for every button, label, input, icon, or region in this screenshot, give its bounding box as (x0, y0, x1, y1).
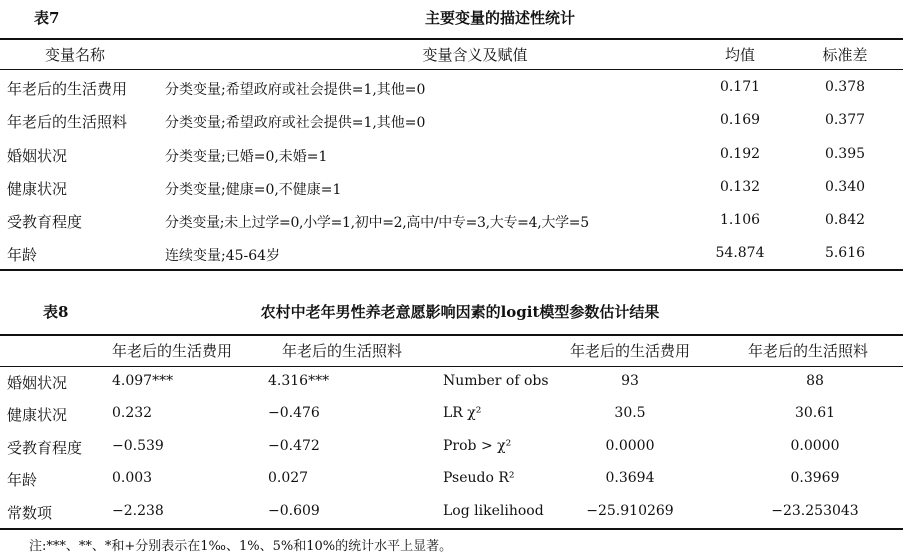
row-stat1: 0.0000 (605, 438, 655, 454)
row-name: 年老后的生活照料 (7, 113, 128, 131)
row-stat1: −25.910269 (586, 503, 674, 519)
row-stat: Log likelihood (443, 503, 544, 519)
row-sd: 0.340 (824, 179, 866, 195)
row-coef1: 0.232 (112, 405, 153, 421)
row-sd: 0.378 (824, 79, 866, 95)
row-stat2: −23.253043 (771, 503, 859, 519)
row-coef1: 4.097*** (112, 373, 174, 389)
table7-title: 主要变量的描述性统计 (424, 9, 575, 27)
table7-header-sd: 标准差 (822, 46, 868, 64)
row-mean: 0.192 (719, 146, 761, 162)
table8-header-rule (0, 366, 903, 367)
row-stat: Prob > χ² (443, 438, 512, 454)
row-mean: 0.169 (719, 112, 761, 128)
table8-header-s1: 年老后的生活费用 (570, 342, 691, 360)
row-mean: 1.106 (719, 212, 761, 228)
row-stat2: 30.61 (794, 405, 836, 421)
row-mean: 0.132 (719, 179, 761, 195)
row-stat2: 0.3969 (790, 470, 840, 486)
table7-top-rule (0, 38, 903, 40)
row-coef1: −0.539 (112, 438, 164, 454)
row-coef1: −2.238 (112, 503, 164, 519)
row-desc: 分类变量;已婚=0,未婚=1 (165, 149, 328, 165)
table7-header-mean: 均值 (724, 46, 755, 64)
row-stat1: 93 (621, 373, 639, 389)
table8-bottom-rule (0, 528, 903, 530)
row-stat2: 88 (806, 373, 824, 389)
row-name: 健康状况 (7, 180, 68, 198)
row-desc: 连续变量;45-64岁 (165, 248, 281, 264)
row-sd: 0.842 (824, 212, 866, 228)
row-name: 年龄 (7, 246, 38, 264)
table8-header-s2: 年老后的生活照料 (748, 342, 869, 360)
row-coef2: 4.316*** (268, 373, 330, 389)
row-mean: 0.171 (719, 79, 761, 95)
row-coef2: −0.472 (268, 438, 320, 454)
table7-header-rule (0, 69, 903, 70)
row-var: 婚姻状况 (7, 374, 68, 392)
row-mean: 54.874 (715, 245, 765, 261)
row-desc: 分类变量;健康=0,不健康=1 (165, 182, 342, 198)
row-var: 常数项 (7, 504, 53, 522)
row-var: 年龄 (7, 471, 38, 489)
row-coef2: −0.476 (268, 405, 320, 421)
table8-header-c1: 年老后的生活费用 (112, 342, 233, 360)
row-stat: Number of obs (443, 373, 549, 389)
row-coef2: 0.027 (268, 470, 309, 486)
row-sd: 5.616 (824, 245, 866, 261)
row-name: 受教育程度 (7, 213, 83, 231)
row-var: 健康状况 (7, 406, 68, 424)
row-var: 受教育程度 (7, 439, 83, 457)
row-stat: LR χ² (443, 405, 482, 421)
row-name: 年老后的生活费用 (7, 80, 128, 98)
row-name: 婚姻状况 (7, 147, 68, 165)
row-stat: Pseudo R² (443, 470, 515, 486)
table-note: 注:***、**、*和+分别表示在1‰、1%、5%和10%的统计水平上显著。 (29, 539, 453, 554)
row-sd: 0.377 (824, 112, 866, 128)
table8-label: 表8 (43, 303, 69, 321)
table8-top-rule (0, 334, 903, 336)
table7-header-name: 变量名称 (44, 46, 105, 64)
row-stat2: 0.0000 (790, 438, 840, 454)
row-coef2: −0.609 (268, 503, 320, 519)
row-coef1: 0.003 (112, 470, 153, 486)
table7-bottom-rule (0, 269, 903, 271)
table8-title: 农村中老年男性养老意愿影响因素的logit模型参数估计结果 (260, 303, 660, 321)
row-stat1: 30.5 (614, 405, 646, 421)
row-sd: 0.395 (824, 146, 866, 162)
row-desc: 分类变量;希望政府或社会提供=1,其他=0 (165, 115, 426, 131)
table7-header-desc: 变量含义及赋值 (422, 46, 528, 64)
row-stat1: 0.3694 (605, 470, 655, 486)
row-desc: 分类变量;希望政府或社会提供=1,其他=0 (165, 82, 426, 98)
table7-label: 表7 (34, 9, 60, 27)
table8-header-c2: 年老后的生活照料 (282, 342, 403, 360)
row-desc: 分类变量;未上过学=0,小学=1,初中=2,高中/中专=3,大专=4,大学=5 (165, 215, 589, 231)
